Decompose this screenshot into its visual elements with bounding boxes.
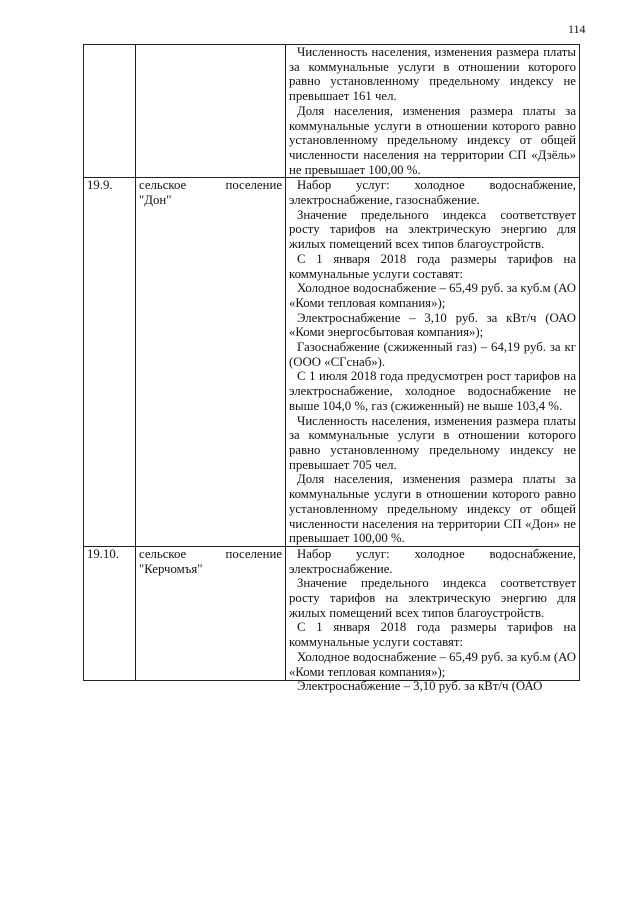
- paragraph: Доля населения, изменения размера платы за коммунальные услуги в отношении которого равно установленному предельному индексу от общей численности населения на территории СП «Дон» не превышает 100,00 %.: [289, 472, 576, 546]
- paragraph: С 1 января 2018 года размеры тарифов на коммунальные услуги составят:: [289, 620, 576, 650]
- table-row: [84, 546, 580, 680]
- table-row: [84, 178, 580, 547]
- settlement-type: сельское: [139, 546, 187, 561]
- paragraph: С 1 июля 2018 года предусмотрен рост тарифов на электроснабжение, холодное водоснабжение не выше 104,0 %, газ (сжиженный) не выше 103,4 %.: [289, 369, 576, 413]
- settlement-kind: поселение: [225, 178, 282, 193]
- paragraph: Численность населения, изменения размера платы за коммунальные услуги в отношении которого равно установленному предельному индексу не превышает 705 чел.: [289, 413, 576, 472]
- settlement-description: [286, 546, 580, 694]
- paragraph: Значение предельного индекса соответствует росту тарифов на электрическую энергию для жилых помещений всех типов благоустройств.: [289, 207, 576, 252]
- clipped-content: [289, 546, 576, 694]
- paragraph: Значение предельного индекса соответствует росту тарифов на электрическую энергию для жилых помещений всех типов благоустройств.: [289, 576, 576, 620]
- paragraph: Электроснабжение – 3,10 руб. за кВт/ч (ОАО «Коми энергосбытовая компания»);: [289, 310, 576, 340]
- settlement-table: [83, 44, 580, 694]
- paragraph: Холодное водоснабжение – 65,49 руб. за куб.м (АО «Коми тепловая компания»);: [289, 649, 576, 679]
- settlement-description: [286, 45, 580, 178]
- settlement-kind: поселение: [225, 546, 282, 561]
- settlement-title: "Дон": [139, 193, 172, 208]
- paragraph: С 1 января 2018 года размеры тарифов на коммунальные услуги составят:: [289, 251, 576, 281]
- settlement-name: [136, 546, 286, 680]
- paragraph: Электроснабжение – 3,10 руб. за кВт/ч (ОАО: [297, 679, 543, 694]
- paragraph: Набор услуг: холодное водоснабжение, электроснабжение.: [289, 546, 576, 576]
- settlement-description: [286, 178, 580, 547]
- paragraph: Холодное водоснабжение – 65,49 руб. за куб.м (АО «Коми тепловая компания»);: [289, 281, 576, 310]
- settlement-name: [136, 45, 286, 178]
- row-number: 19.9.: [84, 178, 136, 547]
- settlement-type: сельское: [139, 178, 187, 193]
- paragraph: Доля населения, изменения размера платы за коммунальные услуги в отношении которого равно установленному предельному индексу от общей численности населения на территории СП «Дзёль» не превышает 100,00 %.: [289, 103, 576, 177]
- paragraph: Газоснабжение (сжиженный газ) – 64,19 руб. за кг (ООО «СГснаб»).: [289, 340, 576, 369]
- paragraph: Набор услуг: холодное водоснабжение, электроснабжение, газоснабжение.: [289, 178, 576, 208]
- row-number: 19.10.: [84, 546, 136, 680]
- row-number: [84, 45, 136, 178]
- settlement-name: [136, 178, 286, 547]
- paragraph: Численность населения, изменения размера платы за коммунальные услуги в отношении которого равно установленному предельному индексу не превышает 161 чел.: [289, 45, 576, 104]
- page-number: 114: [568, 22, 586, 36]
- settlement-title: "Керчомъя": [139, 561, 203, 576]
- table-row: [84, 45, 580, 178]
